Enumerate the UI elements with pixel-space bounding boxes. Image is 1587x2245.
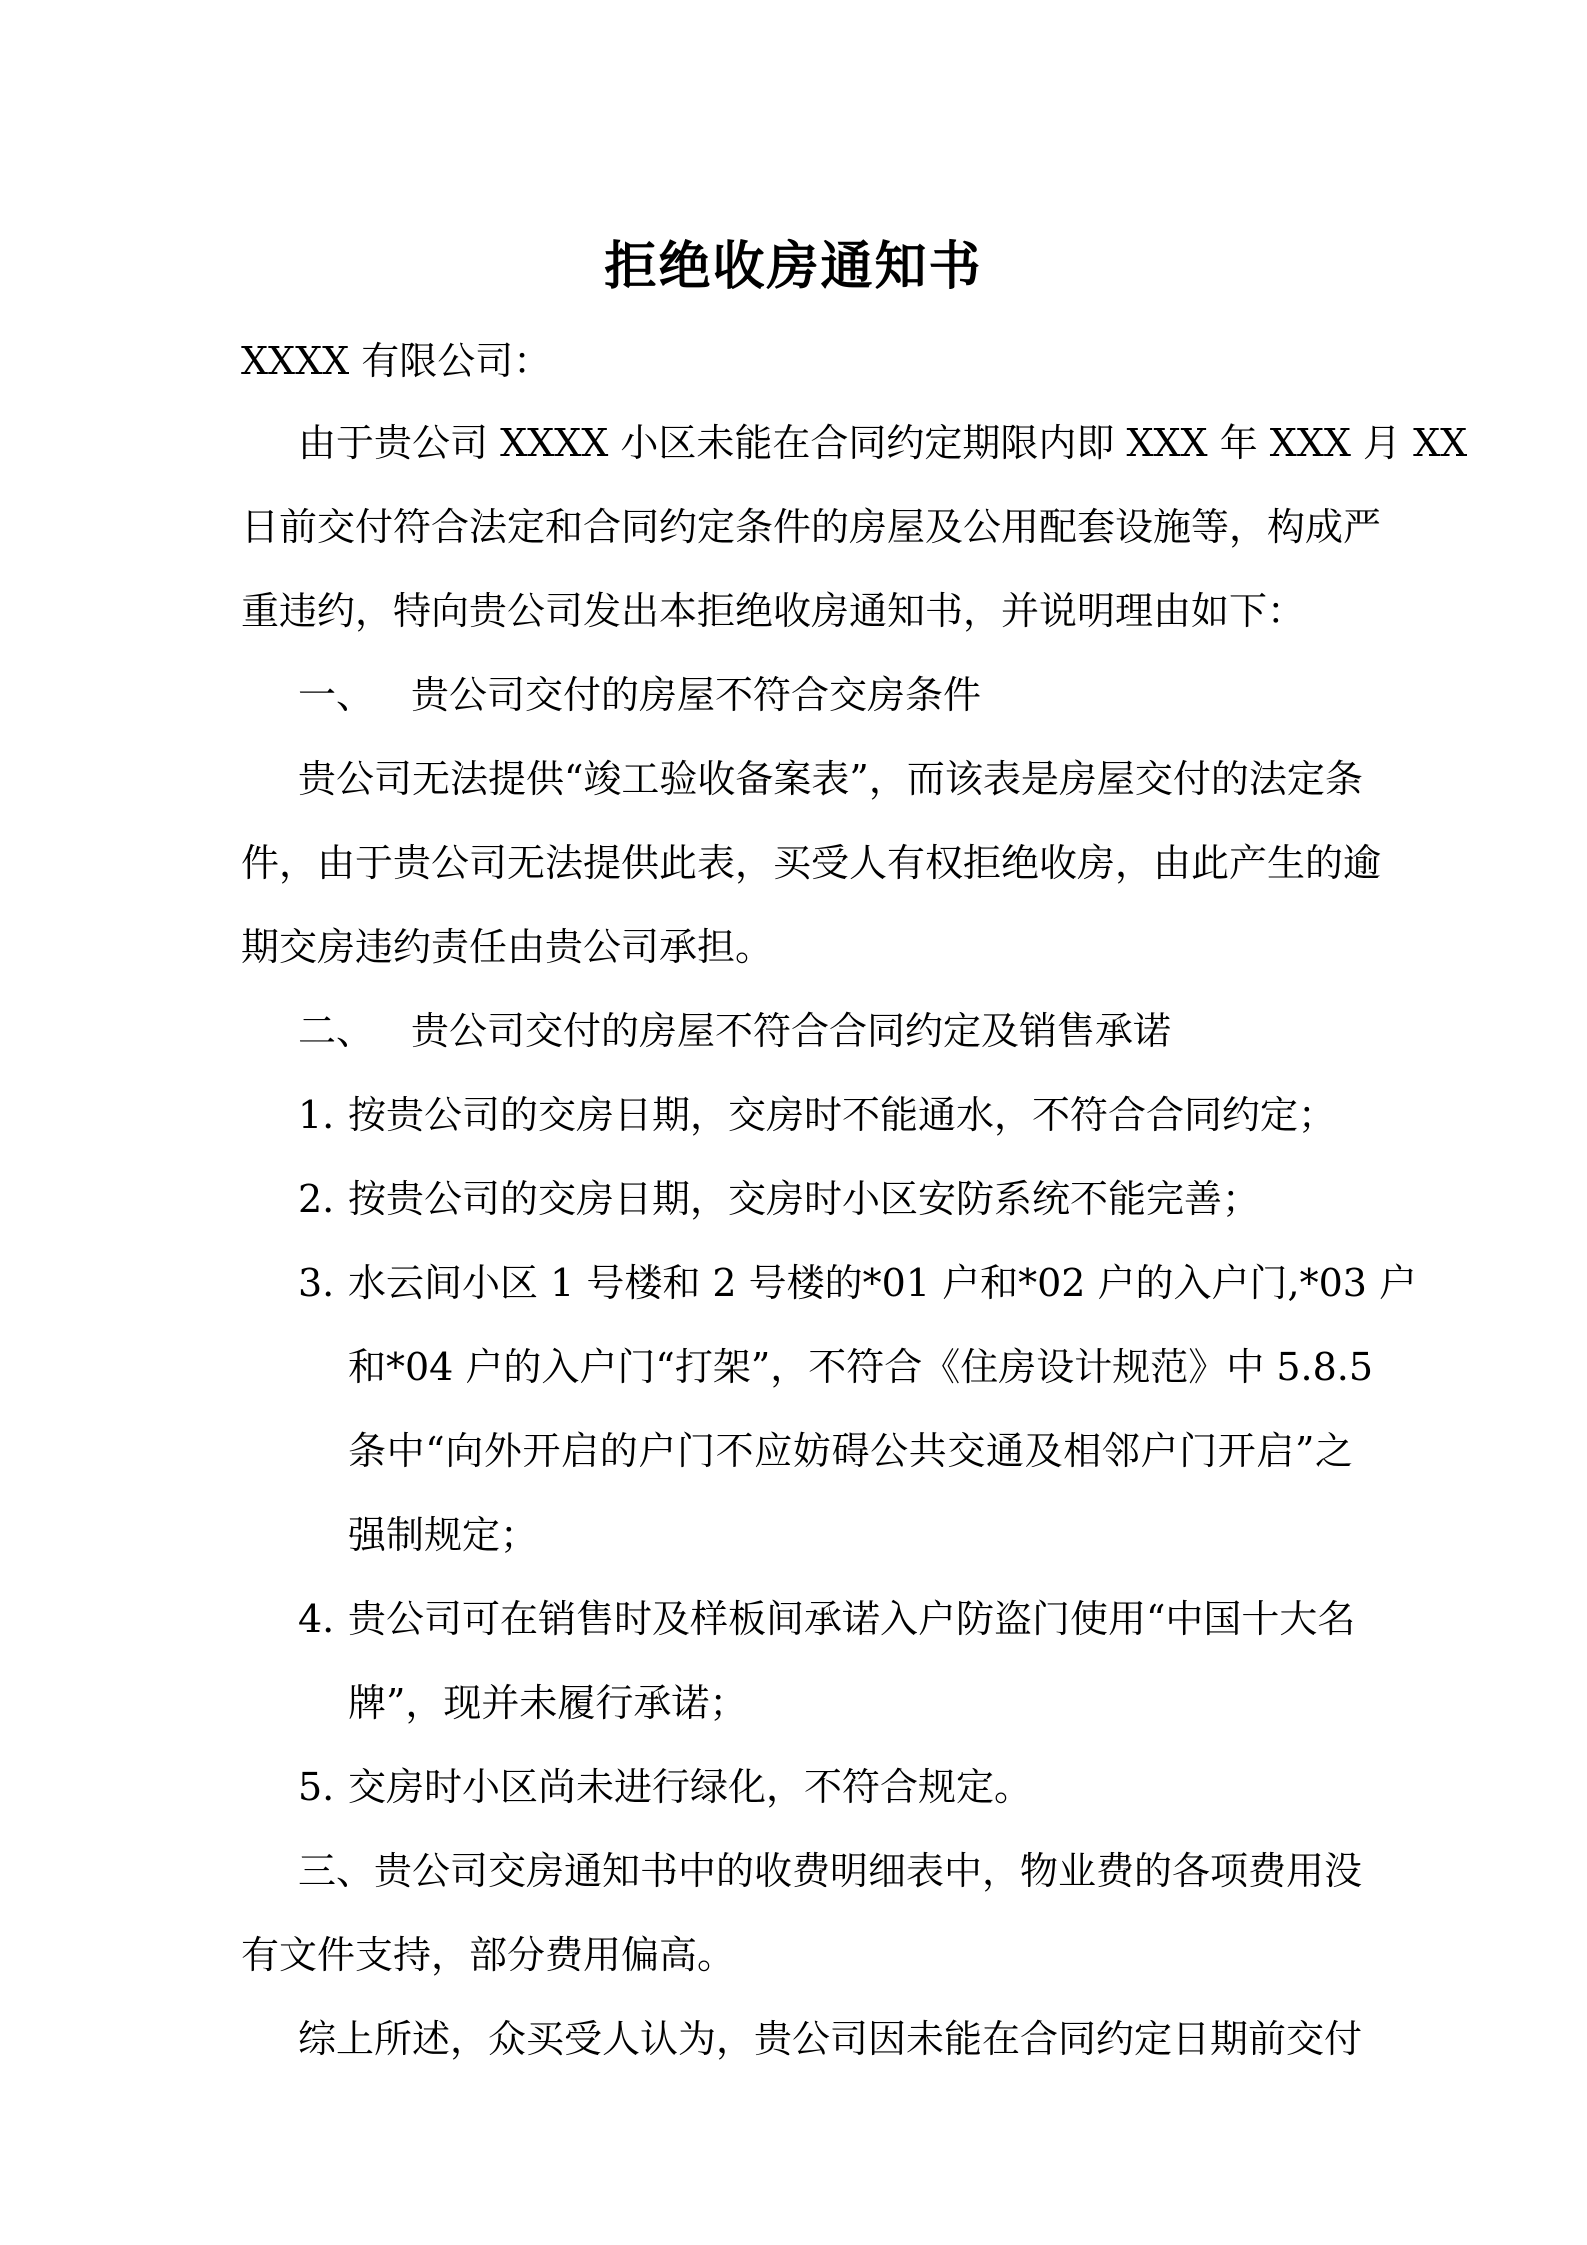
section-2-heading: 贵公司交付的房屋不符合合同约定及销售承诺: [411, 1009, 1172, 1053]
list-item-number: 1.: [298, 1093, 335, 1137]
section-3-line-1: 三、贵公司交房通知书中的收费明细表中，物业费的各项费用没: [298, 1849, 1363, 1893]
list-item-text: 和*04 户的入户门“打架”，不符合《住房设计规范》中 5.8.5: [348, 1345, 1374, 1389]
list-item-text: 水云间小区 1 号楼和 2 号楼的*01 户和*02 户的入户门,*03 户: [348, 1261, 1418, 1305]
list-item-text: 按贵公司的交房日期，交房时小区安防系统不能完善；: [348, 1177, 1261, 1221]
salutation: XXXX 有限公司：: [241, 339, 552, 383]
intro-line-2: 日前交付符合法定和合同约定条件的房屋及公用配套设施等，构成严: [241, 505, 1382, 549]
list-item-text: 牌”，现并未履行承诺；: [348, 1681, 748, 1725]
list-item-text: 条中“向外开启的户门不应妨碍公共交通及相邻户门开启”之: [348, 1429, 1353, 1473]
section-1-number: 一、: [298, 673, 375, 717]
list-item-text: 强制规定；: [348, 1513, 539, 1557]
list-item-number: 3.: [298, 1261, 335, 1305]
conclusion-line-1: 综上所述，众买受人认为，贵公司因未能在合同约定日期前交付: [298, 2017, 1363, 2061]
section-1-body-line-2: 件，由于贵公司无法提供此表，买受人有权拒绝收房，由此产生的逾: [241, 841, 1382, 885]
list-item-text: 交房时小区尚未进行绿化，不符合规定。: [348, 1765, 1033, 1809]
section-1-body-line-3: 期交房违约责任由贵公司承担。: [241, 925, 774, 969]
intro-line-1: 由于贵公司 XXXX 小区未能在合同约定期限内即 XXX 年 XXX 月 XX: [298, 421, 1468, 465]
list-item-text: 按贵公司的交房日期，交房时不能通水，不符合合同约定；: [348, 1093, 1337, 1137]
list-item-text: 贵公司可在销售时及样板间承诺入户防盗门使用“中国十大名: [348, 1597, 1356, 1641]
document-title: 拒绝收房通知书: [604, 236, 983, 297]
section-1-heading: 贵公司交付的房屋不符合交房条件: [411, 673, 982, 717]
section-2-number: 二、: [298, 1009, 375, 1053]
list-item-number: 5.: [298, 1765, 335, 1809]
list-item-number: 2.: [298, 1177, 335, 1221]
section-3-line-2: 有文件支持，部分费用偏高。: [241, 1933, 736, 1977]
section-1-body-line-1: 贵公司无法提供“竣工验收备案表”，而该表是房屋交付的法定条: [298, 757, 1363, 801]
intro-line-3: 重违约，特向贵公司发出本拒绝收房通知书，并说明理由如下：: [241, 589, 1306, 633]
list-item-number: 4.: [298, 1597, 335, 1641]
